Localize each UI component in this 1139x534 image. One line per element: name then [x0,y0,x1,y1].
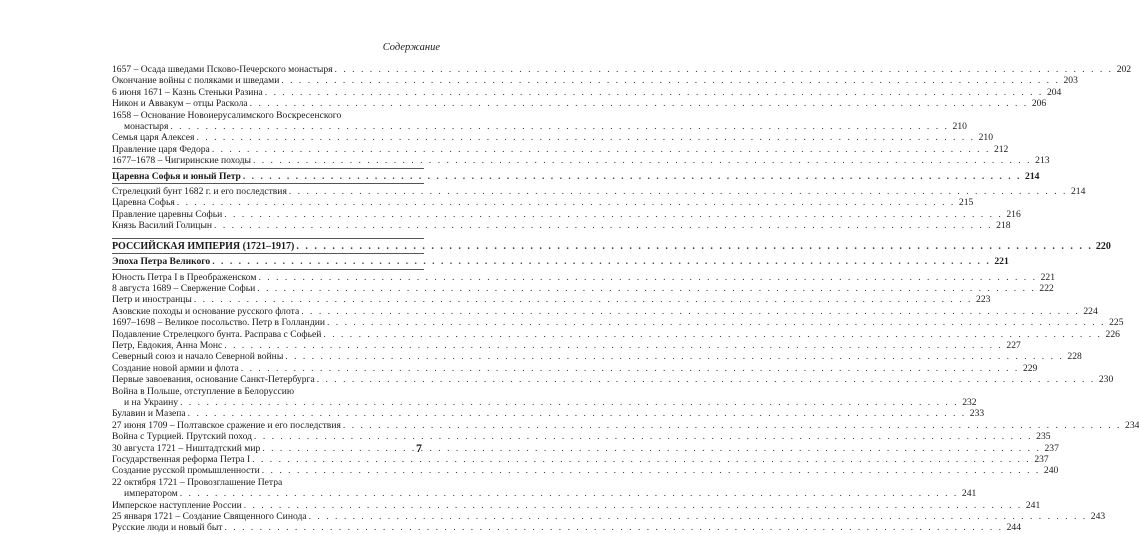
dot-leader [309,511,1088,522]
toc-entry [112,408,985,420]
dot-leader [252,454,1031,465]
toc-entry-page: 212 [993,143,1009,155]
toc-entry [112,64,1132,75]
toc-entry [112,522,1022,534]
toc-entry [112,362,1038,374]
toc-entry-page: 206 [1031,98,1047,110]
dot-leader [285,351,1064,362]
toc-entry [112,351,1082,363]
toc-part-heading [112,240,1111,252]
toc-entry [112,86,1062,98]
dot-leader [250,98,1029,109]
dot-leader [257,283,1036,294]
toc-entry [112,419,1139,431]
dot-leader [241,363,1020,374]
section-divider [112,183,424,184]
toc-entry-title: 1658 – Основание Новоиерусалимского Воскресенского [112,109,342,121]
toc-entry-page: 214 [1071,186,1086,198]
toc-entry-title: Никон и Аввакум – отцы Раскола [112,98,248,110]
toc-entry-title: Семья царя Алексея [112,132,195,144]
toc-entry-title: Правление царевны Софьи [112,208,223,220]
toc-group-b [112,186,1086,232]
toc-entry [112,328,1120,340]
toc-entry-title: Правление царя Федора [112,143,210,155]
toc-entry [112,132,994,144]
toc-entry [112,186,1086,198]
toc-entry-title: 22 октября 1721 – Провозглашение Петра [112,476,283,488]
toc-entry-page: 232 [962,396,977,408]
toc-entry [112,511,1106,523]
page-number: 7 [416,441,422,455]
toc-entry-page: 216 [1006,208,1021,220]
dot-leader [188,408,967,419]
toc-section-sofia [112,170,1040,182]
dot-leader [253,155,1032,166]
toc-entry-title: Первые завоевания, основание Санкт-Петербурга [112,374,315,386]
toc-entry [112,220,1011,232]
dot-leader [327,317,1106,328]
toc-entry [112,374,1114,386]
toc-entry [112,339,1021,351]
toc-entry-page: 203 [1063,75,1078,87]
toc-entry-title: Создание новой армии и флота [112,362,239,374]
section-divider [112,269,424,270]
toc-entry-title: Эпоха Петра Великого [112,256,211,268]
toc-entry-title: Имперское наступление России [112,499,242,511]
part-divider [112,253,424,254]
toc-entry-title: 30 августа 1721 – Ништадтский мир [112,442,261,454]
toc-entry [112,256,1009,268]
toc-group-c [112,271,1139,534]
toc-entry [112,317,1124,329]
toc-entry [112,499,1041,511]
toc-entry [112,282,1054,294]
toc-entry [112,442,1059,454]
toc-entry-page: 214 [1025,170,1040,182]
toc-entry-title: 1677–1678 – Чигиринские походы [112,155,251,167]
toc-group-a [112,64,1132,167]
toc-entry-title: Война в Польше, отступление в Белоруссию [112,385,295,397]
toc-entry [112,98,1047,110]
toc-entry-page: 220 [1095,240,1111,252]
toc-entry [112,121,967,133]
toc-entry-title: Петр, Евдокия, Анна Монс [112,339,223,351]
toc-entry-page: 223 [976,294,991,306]
dot-leader [289,186,1068,197]
toc-entry [112,197,974,209]
section-divider [112,168,424,169]
toc-entry-title: монастыря [124,121,169,133]
dot-leader [265,87,1044,98]
toc-entry-page: 210 [952,121,967,133]
toc-entry [112,431,1051,443]
toc-entry-title: Петр и иностранцы [112,294,192,306]
dot-leader [262,443,1041,454]
toc-entry-title: 6 июня 1671 – Казнь Стеньки Разина [112,86,263,98]
toc-entry-page: 241 [1025,499,1041,511]
dot-leader [180,397,959,408]
toc-entry-page: 222 [1039,282,1054,294]
toc-entry-title: Подавление Стрелецкого бунта. Расправа с Софьей [112,328,322,340]
toc-entry-title: Юность Петра I в Преображенском [112,271,257,283]
toc-entry-title: Создание русской промышленности [112,465,260,477]
dot-leader [335,64,1114,75]
toc-entry-title: 1657 – Осада шведами Псково-Печерского монастыря [112,64,333,75]
toc-entry-title: Князь Василий Голицын [112,220,213,232]
toc-entry-page: 204 [1046,86,1062,98]
toc-entry-title: Русские люди и новый быт [112,522,223,534]
toc-entry-title: Царевна Софья и юный Петр [112,170,241,182]
toc-entry [112,75,1078,87]
toc-entry [112,170,1040,182]
dot-leader [301,306,1080,317]
toc-entry-title: 8 августа 1689 – Свержение Софьи [112,282,256,294]
toc-entry [112,454,1049,465]
toc-entry-title: 25 января 1721 – Создание Священного Синода [112,511,307,523]
toc-entry-title: Стрелецкий бунт 1682 г. и его последствия [112,186,287,198]
dot-leader [254,431,1033,442]
toc-entry-page: 229 [1022,362,1038,374]
toc-section-peter [112,256,1009,268]
toc-entry-title: Азовские походы и основание русского флота [112,305,300,317]
toc-entry-title: императором [124,488,178,500]
toc-entry-page: 235 [1036,431,1051,443]
dot-leader [224,340,1003,351]
dot-leader [180,488,959,499]
toc-entry-page: 241 [961,488,977,500]
toc-entry [112,143,1009,155]
toc-entry [112,305,1098,317]
dot-leader [343,420,1122,431]
toc-entry-page: 224 [1083,305,1098,317]
toc-entry-title: Северный союз и начало Северной войны [112,351,284,363]
dot-leader [323,329,1102,340]
toc-entry [112,396,977,408]
dot-leader [170,121,949,132]
toc-entry-page: 218 [996,220,1011,232]
toc-entry-page: 210 [978,132,994,144]
toc-entry-page: 226 [1105,328,1120,340]
toc-entry-title: Государственная реформа Петра I [112,454,251,465]
dot-leader [243,171,1022,182]
toc-entry [112,477,424,488]
part-divider [112,238,424,239]
toc-entry-page: 215 [958,197,974,209]
toc-entry-page: 221 [1040,271,1055,283]
toc-entry-page: 230 [1098,374,1114,386]
dot-leader [244,500,1023,511]
toc-entry [112,294,991,306]
dot-leader [194,294,973,305]
dot-leader [196,132,975,143]
toc-entry [112,208,1021,220]
dot-leader [177,197,956,208]
toc-entry [112,240,1111,252]
running-header: Содержание [382,42,440,53]
dot-leader [317,374,1096,385]
toc-entry [112,110,424,121]
toc-entry [112,155,1050,167]
dot-leader [262,465,1041,476]
dot-leader [281,75,1060,86]
toc-entry-title: Окончание войны с поляками и шведами [112,75,280,87]
dot-leader [212,144,991,155]
toc-entry-page: 233 [969,408,985,420]
toc-entry-title: Булавин и Мазепа [112,408,186,420]
toc-entry-title: 1697–1698 – Великое посольство. Петр в Голландии [112,317,325,329]
dot-leader [224,522,1003,533]
dot-leader [212,256,991,267]
dot-leader [214,220,993,231]
toc-entry-page: 227 [1006,339,1021,351]
toc-entry-title: 27 июня 1709 – Полтавское сражение и его последствия [112,419,341,431]
toc-entry-page: 225 [1109,317,1124,329]
toc-entry [112,488,977,500]
toc-entry [112,271,1055,283]
table-of-contents [112,64,1139,534]
toc-entry-page: 244 [1006,522,1022,534]
toc-entry-page: 202 [1116,64,1132,75]
toc-entry-page: 240 [1043,465,1059,477]
dot-leader [224,209,1003,220]
toc-entry-page: 237 [1044,442,1059,454]
toc-entry-page: 221 [994,256,1009,268]
toc-entry-page: 228 [1067,351,1082,363]
toc-entry-title: Война с Турцией. Прутский поход [112,431,253,443]
toc-entry-title: РОССИЙСКАЯ ИМПЕРИЯ (1721–1917) [112,240,295,252]
dot-leader [296,241,1093,252]
toc-entry-page: 243 [1090,511,1106,523]
dot-leader [258,272,1037,283]
toc-entry-page: 237 [1034,454,1049,465]
toc-entry [112,386,424,397]
toc-entry-title: и на Украину [124,396,179,408]
toc-entry-page: 234 [1125,419,1139,431]
toc-entry-title: Царевна Софья [112,197,175,209]
toc-entry [112,465,1059,477]
toc-entry-page: 213 [1035,155,1050,167]
